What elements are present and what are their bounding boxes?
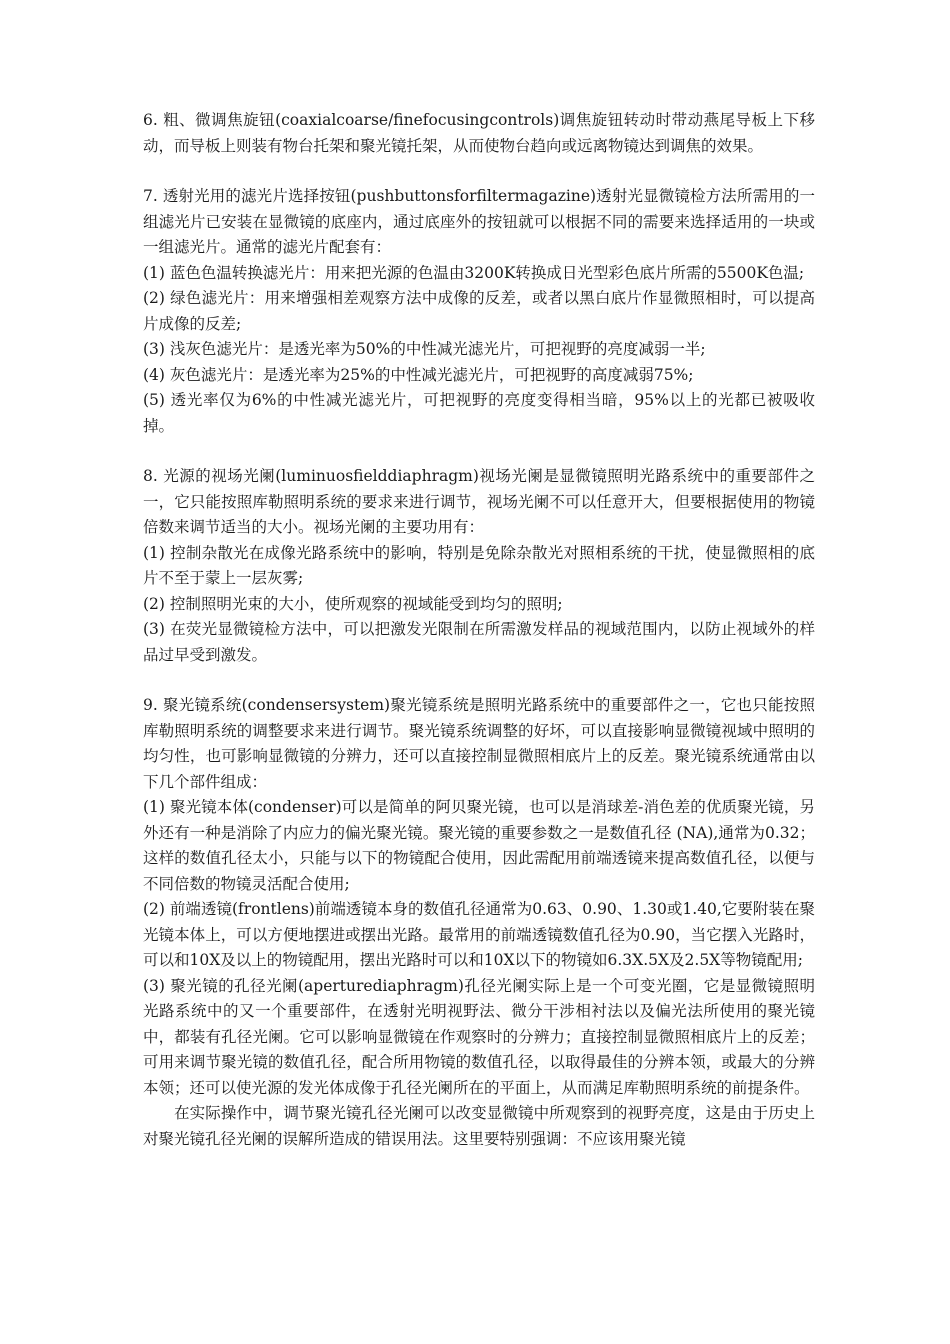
section-9 <box>143 693 815 1152</box>
list-item: (1) 控制杂散光在成像光路系统中的影响，特别是免除杂散光对照相系统的干扰，使显微照相的底片不至于蒙上一层灰雾; <box>143 543 815 587</box>
list-item: (4) 灰色滤光片：是透光率为25%的中性减光滤光片，可把视野的高度减弱75%; <box>143 365 694 384</box>
list-item: (1) 蓝色色温转换滤光片：用来把光源的色温由3200K转换成日光型彩色底片所需的5500K色温; <box>143 263 805 282</box>
list-item: (2) 控制照明光束的大小，使所观察的视域能受到均匀的照明; <box>143 594 563 613</box>
list-item: (3) 浅灰色滤光片：是透光率为50%的中性减光滤光片，可把视野的亮度减弱一半; <box>143 340 706 358</box>
list-item: (2) 前端透镜(frontlens)前端透镜本身的数值孔径通常为0.63、0.90、1.30或1.40,它要附装在聚光镜本体上，可以方便地摆进或摆出光路。最常用的前端透镜数值孔径为0.90，当它摆入光路时，可以和10X及以上的物镜配用，摆出光路时可以和10X以下的物镜如6.3X.5X及2.5X等物镜配用; <box>143 900 815 969</box>
section-6 <box>143 108 815 159</box>
section-8 <box>143 464 815 668</box>
section-heading: 9. 聚光镜系统(condensersystem)聚光镜系统是照明光路系统中的重要部件之一，它也只能按照库勒照明系统的调整要求来进行调节。聚光镜系统调整的好坏，可以直接影响显微镜视域中照明的均匀性，也可影响显微镜的分辨力，还可以直接控制显微照相底片上的反差。聚光镜系统通常由以下几个部件组成： <box>143 696 815 791</box>
section-heading: 8. 光源的视场光阑(luminuosfielddiaphragm)视场光阑是显微镜照明光路系统中的重要部件之一，它只能按照库勒照明系统的要求来进行调节，视场光阑不可以任意开大，但要根据使用的物镜倍数来调节适当的大小。视场光阑的主要功用有： <box>143 467 815 536</box>
section-heading: 7. 透射光用的滤光片选择按钮(pushbuttonsforfiltermagazine)透射光显微镜检方法所需用的一组滤光片已安装在显微镜的底座内，通过底座外的按钮就可以根据不同的需要来选择适用的一块或一组滤光片。通常的滤光片配套有： <box>143 187 815 256</box>
list-item: (3) 在荧光显微镜检方法中，可以把激发光限制在所需激发样品的视域范围内，以防止视域外的样品过早受到激发。 <box>143 620 815 664</box>
list-item: (5) 透光率仅为6%的中性减光滤光片，可把视野的亮度变得相当暗，95%以上的光都已被吸收掉。 <box>143 391 815 435</box>
list-item: (3) 聚光镜的孔径光阑(aperturediaphragm)孔径光阑实际上是一个可变光圈，它是显微镜照明光路系统中的又一个重要部件，在透射光明视野法、微分干涉相衬法以及偏光法所使用的聚光镜中，都装有孔径光阑。它可以影响显微镜在作观察时的分辨力；直接控制显微照相底片上的反差；可用来调节聚光镜的数值孔径，配合所用物镜的数值孔径，以取得最佳的分辨本领，或最大的分辨本领；还可以使光源的发光体成像于孔径光阑所在的平面上，从而满足库勒照明系统的前提条件。 <box>143 976 815 1097</box>
list-item: (1) 聚光镜本体(condenser)可以是简单的阿贝聚光镜，也可以是消球差-消色差的优质聚光镜，另外还有一种是消除了内应力的偏光聚光镜。聚光镜的重要参数之一是数值孔径 (NA),通常为0.32；这样的数值孔径太小，只能与以下的物镜配合使用，因此需配用前端透镜来提高数值孔径，以便与不同倍数的物镜灵活配合使用; <box>143 798 815 893</box>
list-item: (2) 绿色滤光片：用来增强相差观察方法中成像的反差，或者以黑白底片作显微照相时，可以提高片成像的反差; <box>143 289 815 333</box>
body-paragraph: 在实际操作中，调节聚光镜孔径光阑可以改变显微镜中所观察到的视野亮度，这是由于历史上对聚光镜孔径光阑的误解所造成的错误用法。这里要特别强调：不应该用聚光镜 <box>143 1104 815 1148</box>
section-7 <box>143 184 815 439</box>
section-heading: 6. 粗、微调焦旋钮(coaxialcoarse/finefocusingcontrols)调焦旋钮转动时带动燕尾导板上下移动，而导板上则装有物台托架和聚光镜托架，从而使物台趋向或远离物镜达到调焦的效果。 <box>143 111 815 155</box>
document-body <box>143 108 815 1177</box>
